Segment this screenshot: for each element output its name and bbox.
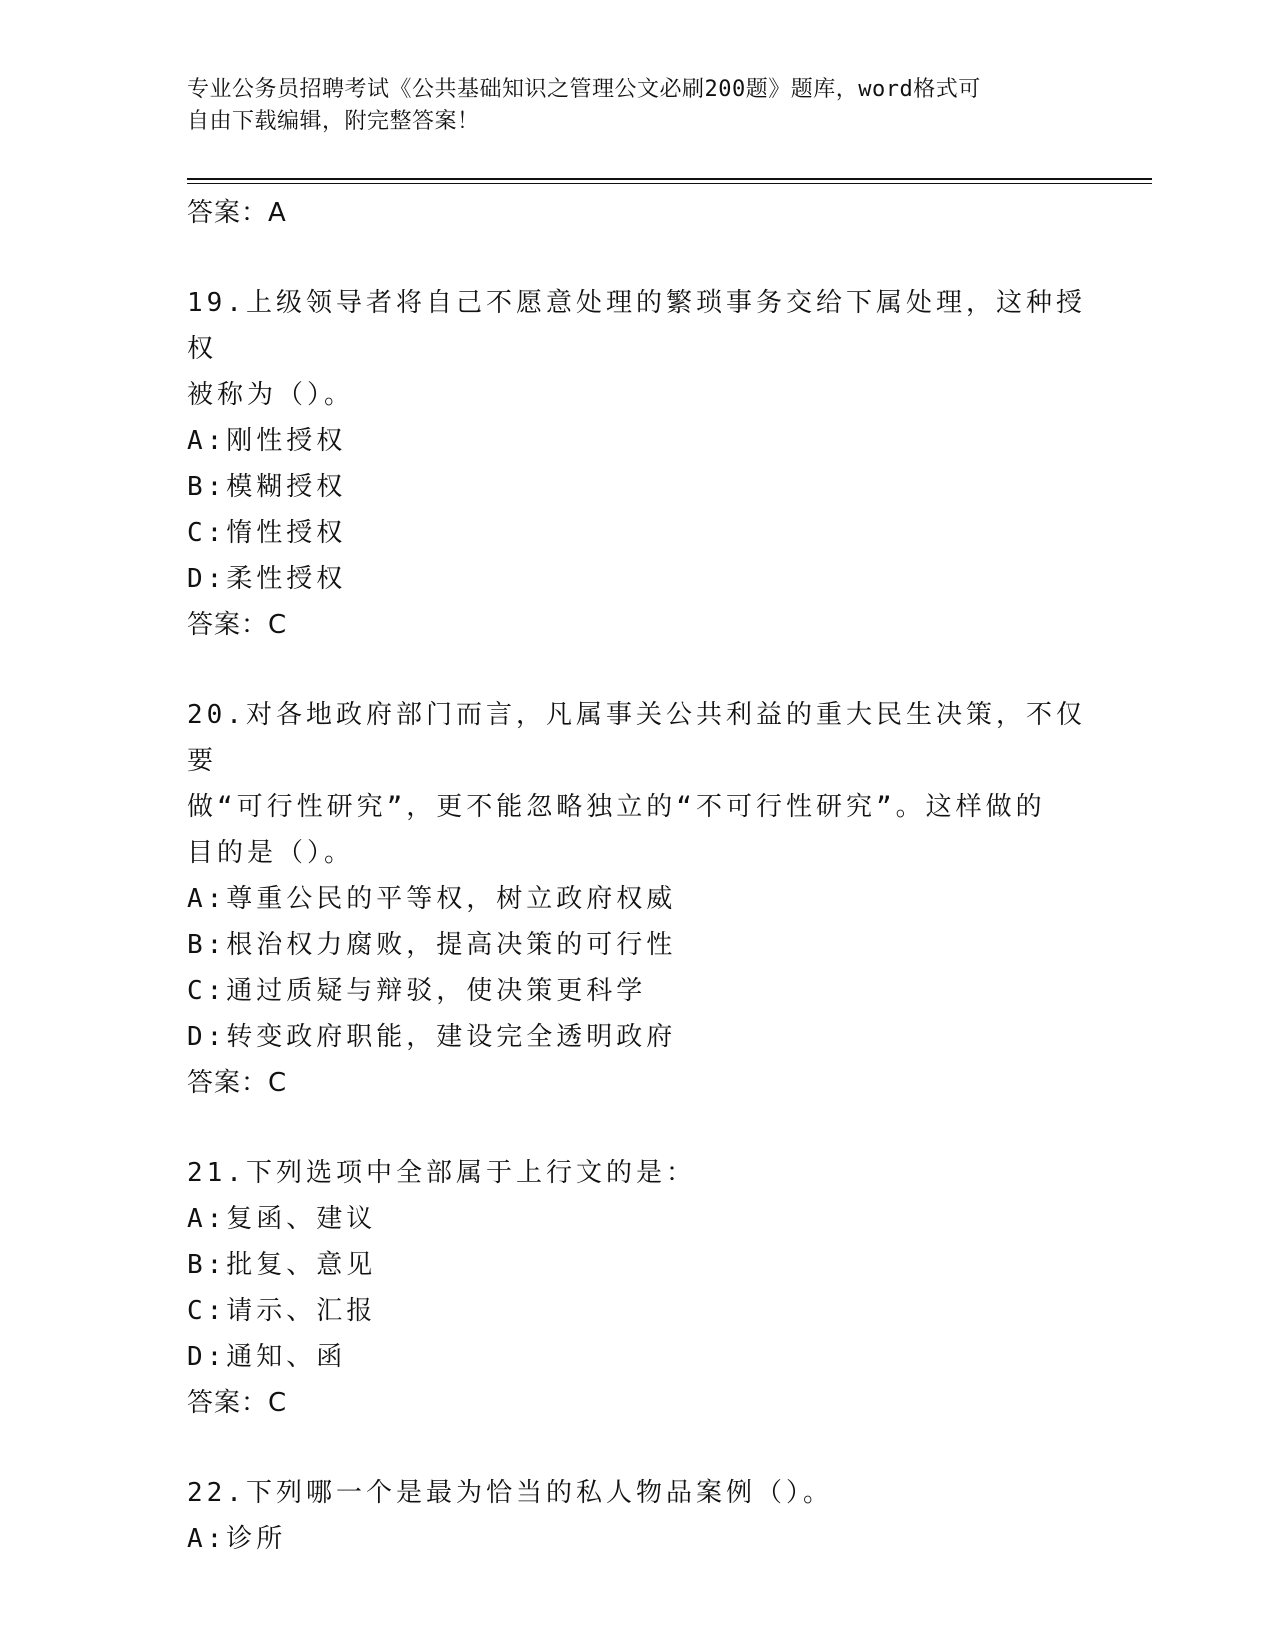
stem-line: 目的是（）。 xyxy=(187,838,355,868)
stem-line: 22.下列哪一个是最为恰当的私人物品案例（）。 xyxy=(187,1478,833,1508)
option-c: C:通过质疑与辩驳，使决策更科学 xyxy=(187,976,647,1006)
answer-line: 答案：A xyxy=(187,198,287,228)
option-d: D:转变政府职能，建设完全透明政府 xyxy=(187,1022,677,1052)
option-d: D:柔性授权 xyxy=(187,564,347,594)
question-stem xyxy=(187,1150,1087,1196)
option-b: B:模糊授权 xyxy=(187,472,347,502)
option-b: B:根治权力腐败，提高决策的可行性 xyxy=(187,930,677,960)
page-header xyxy=(187,74,1067,138)
option-d: D:通知、函 xyxy=(187,1342,347,1372)
option-a: A:刚性授权 xyxy=(187,426,347,456)
option-a: A:尊重公民的平等权，树立政府权威 xyxy=(187,884,677,914)
stem-line: 20.对各地政府部门而言，凡属事关公共利益的重大民生决策，不仅要 xyxy=(187,700,1086,776)
option-a: A:复函、建议 xyxy=(187,1204,377,1234)
question-20 xyxy=(187,692,1087,1106)
answer-line: 答案：C xyxy=(187,1068,288,1098)
answer-line: 答案：C xyxy=(187,1388,288,1418)
option-b: B:批复、意见 xyxy=(187,1250,377,1280)
header-line-1: 专业公务员招聘考试《公共基础知识之管理公文必刷200题》题库，word格式可 xyxy=(187,77,981,102)
option-c: C:惰性授权 xyxy=(187,518,347,548)
question-stem xyxy=(187,692,1087,876)
question-stem xyxy=(187,280,1087,418)
stem-line: 做“可行性研究”，更不能忽略独立的“不可行性研究”。这样做的 xyxy=(187,792,1046,822)
stem-line: 19.上级领导者将自己不愿意处理的繁琐事务交给下属处理，这种授权 xyxy=(187,288,1086,364)
question-list xyxy=(187,190,1087,1562)
stem-line: 被称为（）。 xyxy=(187,380,355,410)
header-line-2: 自由下载编辑，附完整答案！ xyxy=(187,109,480,134)
question-stem xyxy=(187,1470,1087,1516)
question-21 xyxy=(187,1150,1087,1426)
question-19 xyxy=(187,280,1087,648)
option-a: A:诊所 xyxy=(187,1524,287,1554)
option-c: C:请示、汇报 xyxy=(187,1296,377,1326)
header-divider-thin xyxy=(187,183,1152,184)
stem-line: 21.下列选项中全部属于上行文的是： xyxy=(187,1158,696,1188)
answer-line: 答案：C xyxy=(187,610,288,640)
question-22 xyxy=(187,1470,1087,1562)
header-divider-thick xyxy=(187,178,1152,180)
